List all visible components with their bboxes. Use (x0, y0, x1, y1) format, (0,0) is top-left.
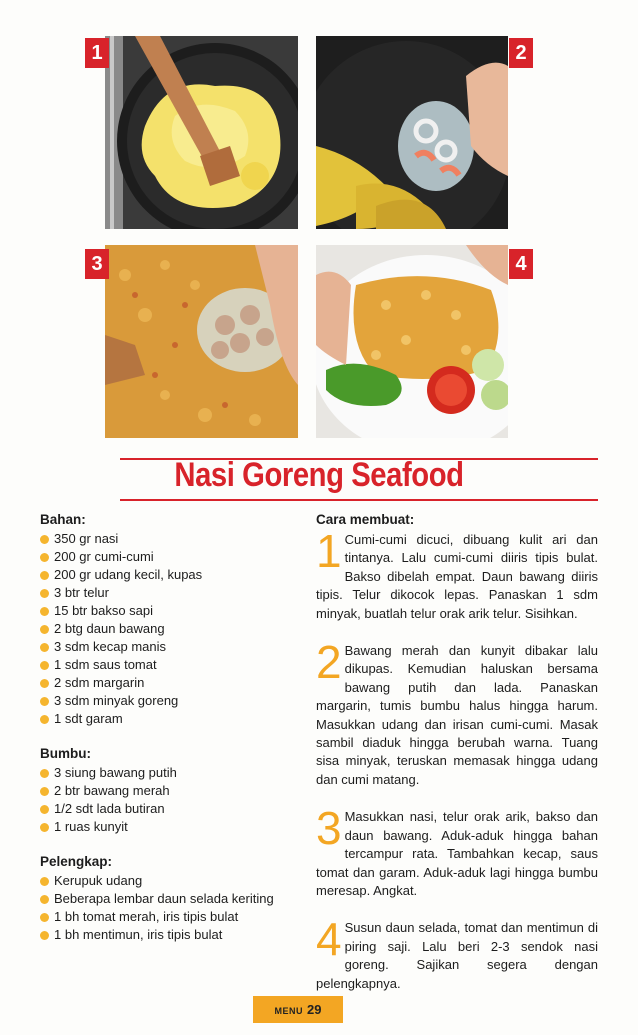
list-item: 3 sdm kecap manis (40, 638, 302, 656)
plate-fried-rice-icon (316, 245, 508, 438)
list-item: 2 btg daun bawang (40, 620, 302, 638)
step-number: 2 (316, 636, 342, 689)
bullet-icon (40, 661, 49, 670)
bahan-list (40, 530, 302, 728)
list-item: 1 sdt garam (40, 710, 302, 728)
step-photo-3 (105, 245, 298, 438)
page-footer (253, 996, 343, 1023)
list-item: 1 bh mentimun, iris tipis bulat (40, 926, 302, 944)
step-number: 4 (316, 913, 342, 966)
bullet-icon (40, 931, 49, 940)
page-title: Nasi Goreng Seafood (174, 456, 464, 494)
bullet-icon (40, 787, 49, 796)
bullet-icon (40, 571, 49, 580)
method-step-3 (316, 802, 598, 900)
step-badge-1: 1 (85, 38, 109, 68)
method-step-1 (316, 525, 598, 623)
bullet-icon (40, 769, 49, 778)
bullet-icon (40, 715, 49, 724)
pan-rice-meatballs-icon (105, 245, 298, 438)
step-text: Cumi-cumi dicuci, dibuang kulit ari dan tintanya. Lalu cumi-cumi diiris tipis bulat. Bakso dibelah empat. Daun bawang diiris tipis. Telur dikocok lepas. Panaskan 1 sdm minyak, buatlah telur orak arik telur. Sisihkan. (316, 532, 598, 621)
bullet-icon (40, 805, 49, 814)
bullet-icon (40, 589, 49, 598)
list-item: 3 sdm minyak goreng (40, 692, 302, 710)
bullet-icon (40, 895, 49, 904)
bullet-icon (40, 679, 49, 688)
pan-eggs-icon (105, 36, 298, 229)
footer-label: MENU (274, 1006, 304, 1016)
list-item: Kerupuk udang (40, 872, 302, 890)
step-photo-2 (316, 36, 508, 229)
list-item: 350 gr nasi (40, 530, 302, 548)
list-item: 3 btr telur (40, 584, 302, 602)
step-badge-2: 2 (509, 38, 533, 68)
pelengkap-heading: Pelengkap: (40, 854, 113, 869)
bullet-icon (40, 643, 49, 652)
bahan-heading: Bahan: (40, 512, 86, 527)
step-badge-3: 3 (85, 249, 109, 279)
step-text: Bawang merah dan kunyit dibakar lalu dikupas. Kemudian haluskan bersama bawang putih dan lada. Panaskan margarin, tumis bumbu halus hingga harum. Masukkan udang dan irisan cumi-cumi. Masak sambil diaduk hingga berubah warna. Tuang sisa minyak, teruskan memasak hingga udang dan cumi matang. (316, 643, 598, 787)
list-item: 200 gr udang kecil, kupas (40, 566, 302, 584)
list-item: 1 sdm saus tomat (40, 656, 302, 674)
step-number: 3 (316, 802, 342, 855)
method-step-2 (316, 636, 598, 789)
step-text: Masukkan nasi, telur orak arik, bakso dan daun bawang. Aduk-aduk hingga bahan tercampur rata. Tambahkan kecap, saus tomat dan garam. Aduk-aduk lagi hingga bumbu meresap. Angkat. (316, 809, 598, 898)
list-item: 15 btr bakso sapi (40, 602, 302, 620)
step-number: 1 (316, 525, 342, 577)
list-item: 1 bh tomat merah, iris tipis bulat (40, 908, 302, 926)
step-text: Susun daun selada, tomat dan mentimun di piring saji. Lalu beri 2-3 sendok nasi goreng. Sajikan segera dengan pelengkapnya. (316, 920, 598, 991)
bullet-icon (40, 625, 49, 634)
title-rule-bottom (120, 499, 598, 501)
bullet-icon (40, 607, 49, 616)
pelengkap-list (40, 872, 302, 944)
step-badge-4: 4 (509, 249, 533, 279)
bullet-icon (40, 877, 49, 886)
bullet-icon (40, 697, 49, 706)
bumbu-list (40, 764, 302, 836)
list-item: 2 sdm margarin (40, 674, 302, 692)
page-number: 29 (307, 1002, 322, 1017)
step-photo-4 (316, 245, 508, 438)
method-step-4 (316, 913, 598, 993)
cara-heading: Cara membuat: (316, 512, 415, 527)
list-item: 3 siung bawang putih (40, 764, 302, 782)
ingredients-column (40, 512, 302, 944)
method-column (316, 512, 598, 1012)
list-item: 1 ruas kunyit (40, 818, 302, 836)
list-item: Beberapa lembar daun selada keriting (40, 890, 302, 908)
bullet-icon (40, 913, 49, 922)
list-item: 2 btr bawang merah (40, 782, 302, 800)
step-photo-1 (105, 36, 298, 229)
pan-squid-shrimp-icon (316, 36, 508, 229)
bullet-icon (40, 823, 49, 832)
bumbu-heading: Bumbu: (40, 746, 91, 761)
bullet-icon (40, 535, 49, 544)
bullet-icon (40, 553, 49, 562)
list-item: 1/2 sdt lada butiran (40, 800, 302, 818)
list-item: 200 gr cumi-cumi (40, 548, 302, 566)
